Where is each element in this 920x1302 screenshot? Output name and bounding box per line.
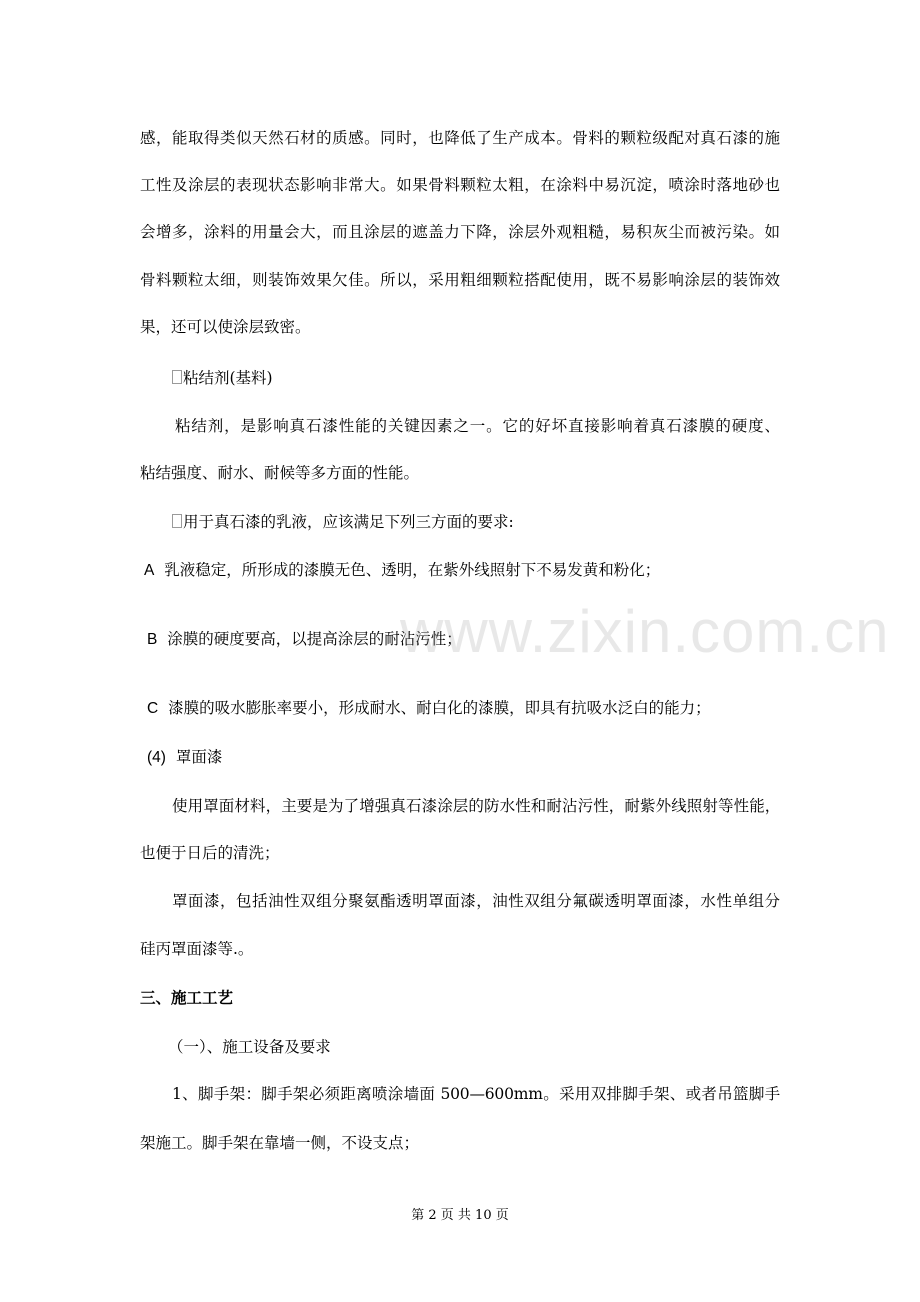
binder-heading-text: 粘结剂(基料) bbox=[183, 369, 273, 387]
emulsion-heading bbox=[172, 512, 514, 532]
binder-heading bbox=[172, 368, 273, 388]
paragraph-line: 骨料颗粒太细，则装饰效果欠佳。所以，采用粗细颗粒搭配使用，既不易影响涂层的装饰效 bbox=[140, 271, 780, 289]
watermark: www.zixin.com.cn bbox=[400, 598, 890, 665]
requirement-text: 乳液稳定，所形成的漆膜无色、透明，在紫外线照射下不易发黄和粉化； bbox=[164, 561, 661, 579]
item-line: 1、脚手架：脚手架必须距离喷涂墙面 500—600mm。采用双排脚手架、或者吊篮脚手 bbox=[172, 1085, 780, 1103]
requirement-text: 涂膜的硬度要高，以提高涂层的耐沾污性； bbox=[167, 630, 462, 648]
section-heading: 三、施工工艺 bbox=[140, 988, 234, 1007]
topcoat-heading-text: 罩面漆 bbox=[175, 748, 223, 766]
requirement-item-c bbox=[147, 698, 711, 719]
topcoat-line: 也便于日后的清洗； bbox=[140, 844, 280, 862]
binder-line: 粘结强度、耐水、耐候等多方面的性能。 bbox=[140, 464, 420, 482]
paragraph-line: 会增多，涂料的用量会大，而且涂层的遮盖力下降，涂层外观粗糙，易积灰尘而被污染。如 bbox=[140, 223, 780, 241]
paragraph-line: 工性及涂层的表现状态影响非常大。如果骨料颗粒太粗，在涂料中易沉淀，喷涂时落地砂也 bbox=[140, 176, 780, 194]
topcoat-number: (4) bbox=[147, 749, 166, 766]
page-footer: 第 2 页 共 10 页 bbox=[411, 1208, 509, 1223]
paragraph-line: 感，能取得类似天然石材的质感。同时，也降低了生产成本。骨料的颗粒级配对真石漆的施 bbox=[140, 129, 780, 147]
sub-heading: （一）、施工设备及要求 bbox=[168, 1038, 331, 1056]
topcoat-line: 罩面漆，包括油性双组分聚氨酯透明罩面漆，油性双组分氟碳透明罩面漆，水性单组分 bbox=[172, 892, 780, 910]
bullet-box-icon bbox=[172, 370, 182, 384]
requirement-letter: A bbox=[144, 562, 155, 579]
topcoat-line: 硅丙罩面漆等.。 bbox=[140, 940, 254, 958]
requirement-item-a bbox=[144, 560, 660, 581]
requirement-text: 漆膜的吸水膨胀率要小，形成耐水、耐白化的漆膜，即具有抗吸水泛白的能力； bbox=[168, 699, 711, 717]
topcoat-line: 使用罩面材料，主要是为了增强真石漆涂层的防水性和耐沾污性，耐紫外线照射等性能， bbox=[172, 797, 780, 815]
topcoat-heading bbox=[147, 747, 222, 768]
emulsion-heading-text: 用于真石漆的乳液，应该满足下列三方面的要求: bbox=[183, 513, 514, 531]
requirement-letter: C bbox=[147, 700, 159, 717]
item-line: 架施工。脚手架在靠墙一侧，不设支点； bbox=[140, 1134, 420, 1152]
paragraph-line: 果，还可以使涂层致密。 bbox=[140, 318, 311, 336]
binder-line: 粘结剂，是影响真石漆性能的关键因素之一。它的好坏直接影响着真石漆膜的硬度、 bbox=[175, 417, 780, 435]
bullet-box-icon bbox=[172, 514, 182, 528]
requirement-letter: B bbox=[147, 631, 158, 648]
